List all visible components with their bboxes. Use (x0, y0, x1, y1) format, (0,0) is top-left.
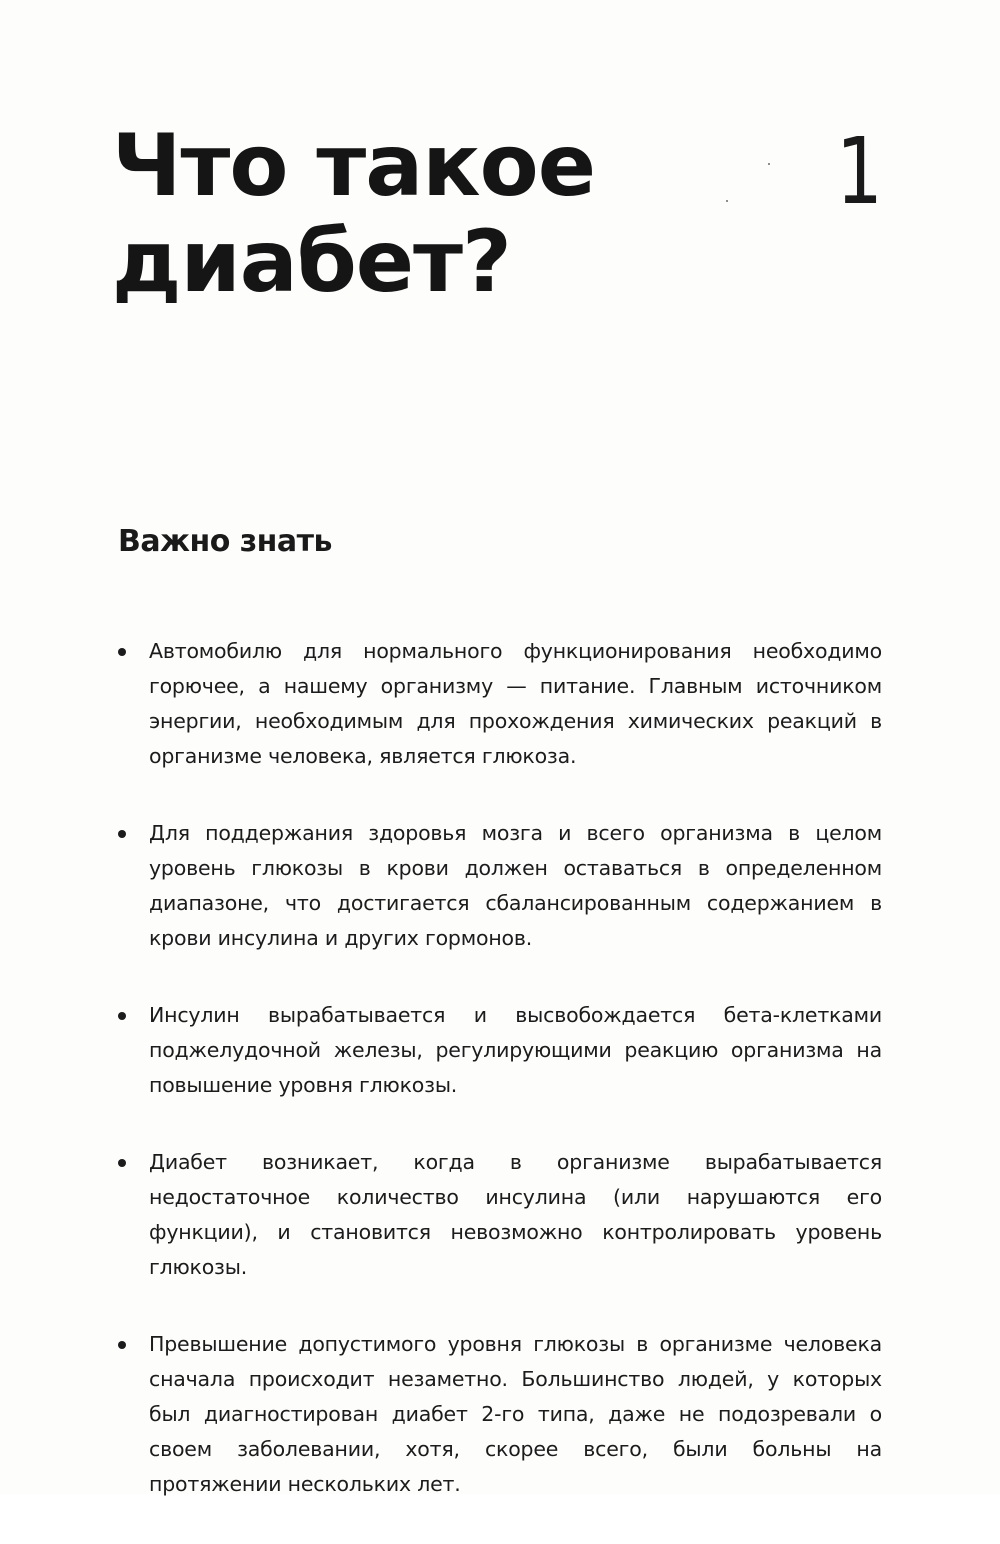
scan-speck (726, 200, 728, 202)
bullet-icon (118, 1012, 126, 1020)
list-item (114, 816, 882, 956)
bullet-text: Превышение допустимого уровня глюкозы в организме человека сначала происходит незаметно. Большинство людей, у которых был диагностирован диабет 2-го типа, даже не подозревали о своем заболевании, хотя, скорее всего, были больны на протяжении нескольких лет. (149, 1332, 882, 1496)
chapter-title-line-2: диабет? (112, 212, 511, 312)
bullet-text: Для поддержания здоровья мозга и всего организма в целом уровень глюкозы в крови должен оставаться в определенном диапазоне, что достигается сбалансированным содержанием в крови инсулина и других гормонов. (149, 821, 882, 950)
list-item (114, 998, 882, 1103)
bullet-text: Диабет возникает, когда в организме вырабатывается недостаточное количество инсулина (или нарушаются его функции), и становится невозможно контролировать уровень глюкозы. (149, 1150, 882, 1279)
bullet-list (114, 634, 882, 1544)
bullet-icon (118, 648, 126, 656)
bullet-icon (118, 1341, 126, 1349)
bullet-text: Автомобилю для нормального функционирования необходимо горючее, а нашему организму — питание. Главным источником энергии, необходимым для прохождения химических реакций в организме человека, является глюкоза. (149, 639, 882, 768)
list-item (114, 634, 882, 774)
bullet-icon (118, 830, 126, 838)
bullet-icon (118, 1159, 126, 1167)
chapter-title (112, 118, 732, 310)
list-item (114, 1145, 882, 1285)
bullet-text: Инсулин вырабатывается и высвобождается бета-клетками поджелудочной железы, регулирующими реакцию организма на повышение уровня глюкозы. (149, 1003, 882, 1097)
chapter-title-line-1: Что такое (112, 116, 596, 216)
list-item (114, 1327, 882, 1502)
section-heading: Важно знать (118, 524, 333, 559)
scan-speck (768, 163, 770, 165)
chapter-number: 1 (836, 118, 883, 225)
